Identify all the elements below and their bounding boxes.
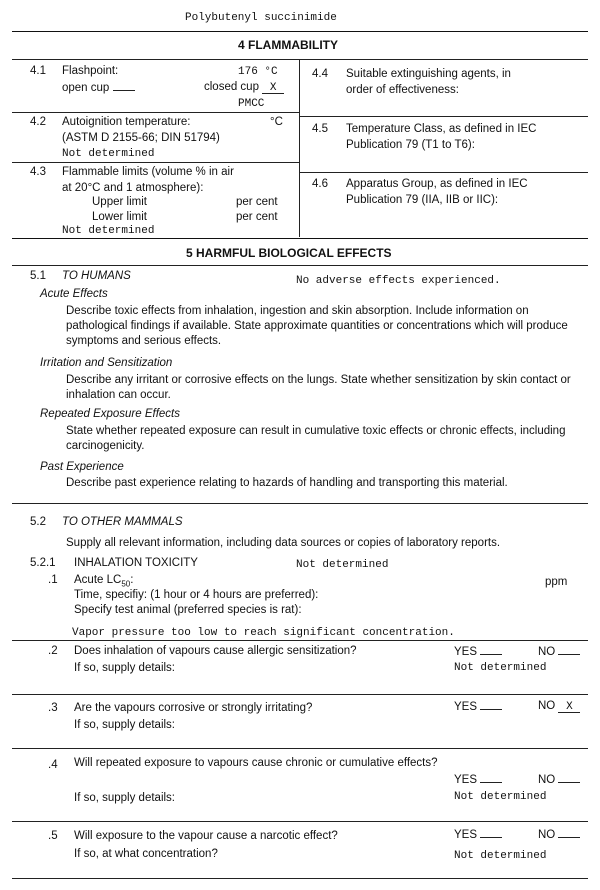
repeated-exposure-title: Repeated Exposure Effects (40, 408, 180, 420)
upper-limit-unit: per cent (236, 196, 278, 208)
q3-yes-blank (480, 700, 502, 710)
acute-lc-subscript: 50 (121, 579, 131, 589)
q4-value: Not determined (454, 791, 547, 803)
lower-limit-label: Lower limit (92, 211, 147, 223)
to-other-mammals-label: TO OTHER MAMMALS (62, 516, 183, 528)
field-4-1-num: 4.1 (30, 65, 46, 77)
flashpoint-value: 176 °C (238, 66, 278, 78)
q4-details-label: If so, supply details: (74, 792, 175, 804)
apparatus-group-label-2: Publication 79 (IIA, IIB or IIC): (346, 194, 499, 206)
q4-no (538, 773, 580, 786)
autoignition-value: Not determined (62, 148, 155, 160)
extinguishing-label-2: order of effectiveness: (346, 84, 459, 96)
flashpoint-label: Flashpoint: (62, 65, 119, 77)
flammable-limits-label: Flammable limits (volume % in air (62, 166, 234, 178)
divider (12, 112, 299, 113)
column-divider (299, 59, 300, 237)
q4-no-label: NO (538, 774, 556, 786)
lower-limit-unit: per cent (236, 211, 278, 223)
q5-yes-label: YES (454, 829, 478, 841)
q4-num: .4 (48, 759, 58, 771)
q4-question: Will repeated exposure to vapours cause chronic or cumulative effects? (74, 757, 438, 769)
to-humans-label: TO HUMANS (62, 270, 131, 282)
inhalation-toxicity-label: INHALATION TOXICITY (74, 557, 198, 569)
flammable-limits-label-2: at 20°C and 1 atmosphere): (62, 182, 204, 194)
q2-no (538, 645, 580, 658)
to-humans-value: No adverse effects experienced. (296, 275, 501, 287)
open-cup-label: open cup (62, 82, 110, 94)
q5-no-blank (558, 828, 580, 838)
field-4-5-num: 4.5 (312, 123, 328, 135)
autoignition-unit: °C (270, 116, 283, 128)
q5-question: Will exposure to the vapour cause a narcotic effect? (74, 830, 338, 842)
repeated-exposure-text: State whether repeated exposure can result in cumulative toxic effects or chronic effects, including carcinogenicity. (66, 425, 566, 452)
q5-yes (454, 828, 502, 841)
open-cup-field (62, 81, 135, 94)
q3-yes-label: YES (454, 701, 478, 713)
q2-details-label: If so, supply details: (74, 662, 175, 674)
acute-effects-text: Describe toxic effects from inhalation, ingestion and skin absorption. Include information on pathological findings if available. State approximate quantities or concentrations which will produce symptoms and serious effects. (66, 305, 568, 347)
divider (299, 116, 588, 117)
past-experience-text: Describe past experience relating to hazards of handling and transporting this material. (66, 477, 508, 489)
divider (12, 31, 588, 32)
irritation-title: Irritation and Sensitization (40, 357, 173, 369)
section-5-1-num: 5.1 (30, 270, 46, 282)
q3-question: Are the vapours corrosive or strongly irritating? (74, 702, 313, 714)
divider (12, 503, 588, 504)
divider (12, 265, 588, 266)
q2-no-label: NO (538, 646, 556, 658)
q2-yes-label: YES (454, 646, 478, 658)
q4-yes-blank (480, 773, 502, 783)
divider (12, 748, 588, 749)
temperature-class-label: Temperature Class, as defined in IEC (346, 123, 537, 135)
q2-num: .2 (48, 645, 58, 657)
autoignition-label: Autoignition temperature: (62, 116, 191, 128)
acute-lc-colon: : (130, 574, 134, 586)
test-time-label: Time, specifiy: (1 hour or 4 hours are preferred): (74, 589, 319, 601)
past-experience-title: Past Experience (40, 461, 124, 473)
vapor-pressure-note: Vapor pressure too low to reach significant concentration. (72, 627, 455, 639)
inhalation-toxicity-value: Not determined (296, 559, 389, 571)
divider (12, 59, 588, 60)
temperature-class-label-2: Publication 79 (T1 to T6): (346, 139, 475, 151)
flashpoint-method: PMCC (238, 98, 265, 110)
q4-yes (454, 773, 502, 786)
q5-yes-blank (480, 828, 502, 838)
section-5-2-1-num: 5.2.1 (30, 557, 56, 569)
q1-num: .1 (48, 574, 58, 586)
upper-limit-label: Upper limit (92, 196, 147, 208)
q4-no-blank (558, 773, 580, 783)
divider (12, 878, 588, 879)
q3-no (538, 700, 580, 713)
field-4-2-num: 4.2 (30, 116, 46, 128)
closed-cup-label: closed cup (204, 81, 259, 93)
open-cup-blank (113, 81, 135, 91)
field-4-4-num: 4.4 (312, 68, 328, 80)
q3-no-mark: X (558, 703, 580, 713)
q4-yes-label: YES (454, 774, 478, 786)
q5-no (538, 828, 580, 841)
acute-lc-text: Acute LC (74, 574, 122, 586)
q2-value: Not determined (454, 662, 547, 674)
divider (12, 640, 588, 641)
divider (12, 162, 299, 163)
q5-details-label: If so, at what concentration? (74, 848, 218, 860)
q2-no-blank (558, 645, 580, 655)
q2-yes (454, 645, 502, 658)
divider (12, 821, 588, 822)
autoignition-standard: (ASTM D 2155-66; DIN 51794) (62, 132, 220, 144)
q5-num: .5 (48, 830, 58, 842)
product-name: Polybutenyl succinimide (185, 12, 337, 24)
acute-lc50-unit: ppm (545, 576, 568, 588)
q3-yes (454, 700, 502, 713)
q3-details-label: If so, supply details: (74, 719, 175, 731)
apparatus-group-label: Apparatus Group, as defined in IEC (346, 178, 528, 190)
section-5-title: 5 HARMFUL BIOLOGICAL EFFECTS (186, 246, 392, 260)
field-4-6-num: 4.6 (312, 178, 328, 190)
q2-question: Does inhalation of vapours cause allergic sensitization? (74, 645, 357, 657)
to-other-mammals-text: Supply all relevant information, including data sources or copies of laboratory reports. (66, 537, 501, 549)
q2-yes-blank (480, 645, 502, 655)
closed-cup-field (204, 81, 284, 94)
divider (12, 694, 588, 695)
q3-no-label: NO (538, 700, 556, 712)
q5-value: Not determined (454, 850, 547, 862)
section-4-title: 4 FLAMMABILITY (238, 38, 338, 52)
flammable-limits-value: Not determined (62, 225, 155, 237)
test-animal-label: Specify test animal (preferred species is rat): (74, 604, 302, 616)
field-4-3-num: 4.3 (30, 166, 46, 178)
divider (299, 172, 588, 173)
divider (12, 238, 588, 239)
acute-lc50-label (74, 574, 133, 588)
closed-cup-mark: X (262, 84, 284, 94)
q5-no-label: NO (538, 829, 556, 841)
q3-num: .3 (48, 702, 58, 714)
extinguishing-label: Suitable extinguishing agents, in (346, 68, 511, 80)
irritation-text: Describe any irritant or corrosive effects on the lungs. State whether sensitization by skin contact or inhalation can occur. (66, 374, 571, 401)
acute-effects-title: Acute Effects (40, 288, 108, 300)
section-5-2-num: 5.2 (30, 516, 46, 528)
